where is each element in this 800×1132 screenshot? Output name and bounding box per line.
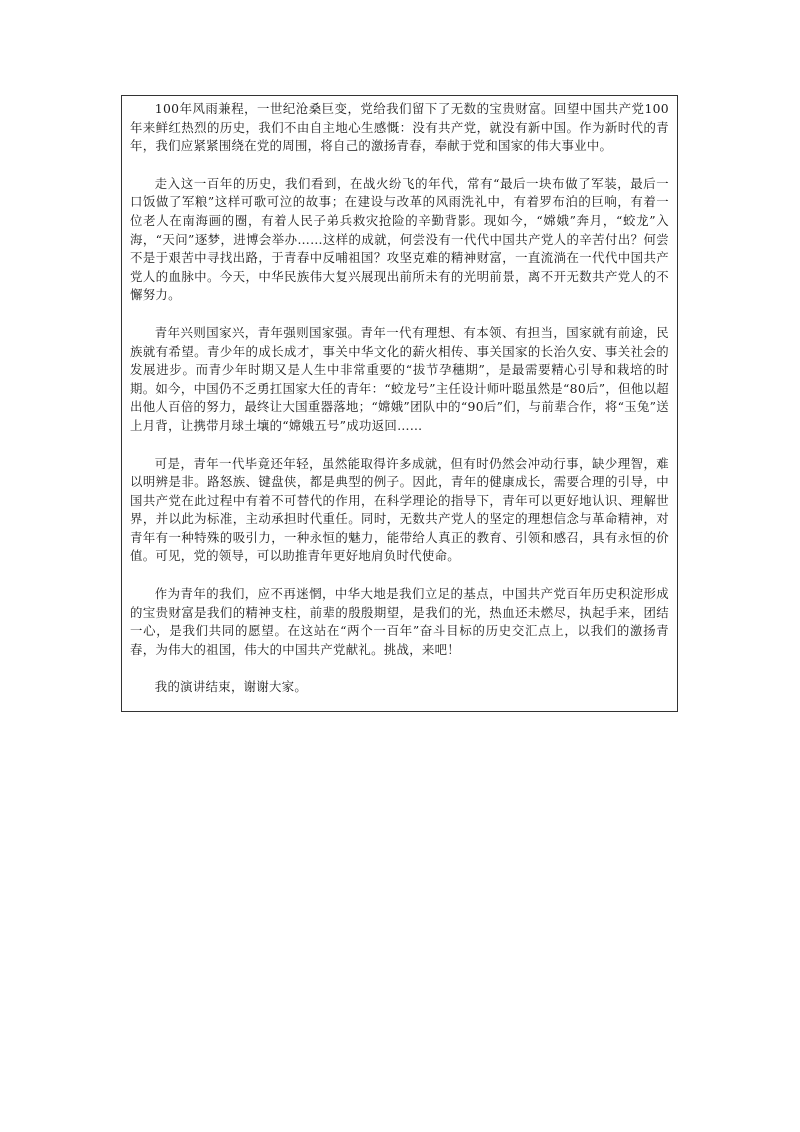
speech-text-box — [121, 95, 678, 712]
paragraph-3: 青年兴则国家兴，青年强则国家强。青年一代有理想、有本领、有担当，国家就有前途，民族就有希望。青少年的成长成才，事关中华文化的薪火相传、事关国家的长治久安、事关社会的发展进步。而青少年时期又是人生中非常重要的“拔节孕穗期”，是最需要精心引导和栽培的时期。如今，中国仍不乏勇扛国家大任的青年：“蛟龙号”主任设计师叶聪虽然是“80后”，但他以超出他人百倍的努力，最终让大国重器落地；“嫦娥”团队中的“90后”们，与前辈合作，将“玉兔”送上月背，让携带月球土壤的“嫦娥五号”成功返回…… — [130, 324, 669, 433]
paragraph-4: 可是，青年一代毕竟还年轻，虽然能取得许多成就，但有时仍然会冲动行事，缺少理智，难以明辨是非。路怒族、键盘侠，都是典型的例子。因此，青年的健康成长，需要合理的引导，中国共产党在此过程中有着不可替代的作用，在科学理论的指导下，青年可以更好地认识、理解世界，并以此为标准，主动承担时代重任。同时，无数共产党人的坚定的理想信念与革命精神，对青年有一种特殊的吸引力，一种永恒的魅力，能带给人真正的教育、引领和感召，具有永恒的价值。可见，党的领导，可以助推青年更好地肩负时代使命。 — [130, 455, 669, 564]
closing-paragraph: 我的演讲结束，谢谢大家。 — [154, 679, 308, 695]
paragraph-2: 走入这一百年的历史，我们看到，在战火纷飞的年代，常有“最后一块布做了军装，最后一口饭做了军粮”这样可歌可泣的故事；在建设与改革的风雨洗礼中，有着罗布泊的巨响，有着一位老人在南海画的圈，有着人民子弟兵救灾抢险的辛勤背影。现如今，“嫦娥”奔月，“蛟龙”入海，“天问”逐梦，进博会举办……这样的成就，何尝没有一代代中国共产党人的辛苦付出？何尝不是于艰苦中寻找出路，于青春中反哺祖国？攻坚克难的精神财富，一直流淌在一代代中国共产党人的血脉中。今天，中华民族伟大复兴展现出前所未有的光明前景，离不开无数共产党人的不懈努力。 — [130, 175, 669, 303]
paragraph-1: 100年风雨兼程，一世纪沧桑巨变，党给我们留下了无数的宝贵财富。回望中国共产党100年来鲜红热烈的历史，我们不由自主地心生感慨：没有共产党，就没有新中国。作为新时代的青年，我们应紧紧围绕在党的周围，将自己的激扬青春，奉献于党和国家的伟大事业中。 — [130, 101, 669, 154]
paragraph-5: 作为青年的我们，应不再迷惘，中华大地是我们立足的基点，中国共产党百年历史积淀形成的宝贵财富是我们的精神支柱，前辈的殷殷期望，是我们的光，热血还未燃尽，执起手来，团结一心，是我们共同的愿望。在这站在“两个一百年”奋斗目标的历史交汇点上，以我们的激扬青春，为伟大的祖国，伟大的中国共产党献礼。挑战，来吧！ — [130, 586, 669, 657]
